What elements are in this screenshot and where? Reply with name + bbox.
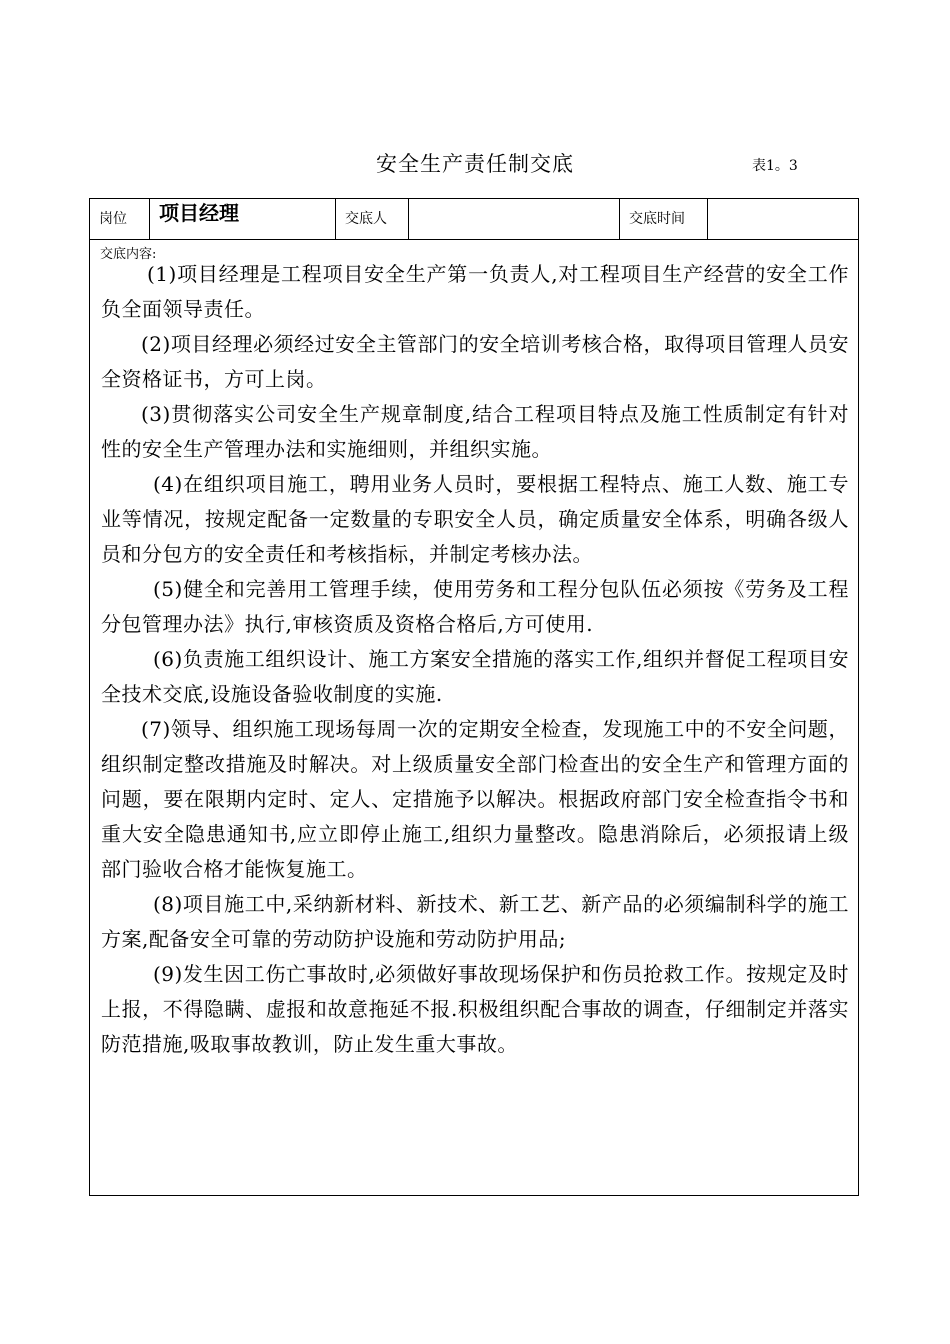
clause-1: (1)项目经理是工程项目安全生产第一负责人,对工程项目生产经营的安全工作负全面领导责任。 (101, 262, 849, 321)
clause-4: (4)在组织项目施工，聘用业务人员时，要根据工程特点、施工人数、施工专业等情况，按规定配备一定数量的专职安全人员，确定质量安全体系，明确各级人员和分包方的安全责任和考核指标，并制定考核办法。 (101, 472, 849, 566)
clause-6: (6)负责施工组织设计、施工方案安全措施的落实工作,组织并督促工程项目安全技术交底,设施设备验收制度的实施. (101, 647, 849, 706)
position-label: 岗位 (90, 199, 150, 239)
clause-5: (5)健全和完善用工管理手续，使用劳务和工程分包队伍必须按《劳务及工程分包管理办法》执行,审核资质及资格合格后,方可使用. (101, 577, 849, 636)
clause-3: (3)贯彻落实公司安全生产规章制度,结合工程项目特点及施工性质制定有针对性的安全生产管理办法和实施细则，并组织实施。 (101, 402, 849, 461)
document-title: 安全生产责任制交底 (376, 152, 574, 176)
disclosure-time-field[interactable] (708, 199, 858, 239)
disclosure-time-label: 交底时间 (620, 199, 708, 239)
clause-8: (8)项目施工中,采纳新材料、新技术、新工艺、新产品的必须编制科学的施工方案,配备安全可靠的劳动防护设施和劳动防护用品; (101, 892, 849, 951)
discloser-label: 交底人 (336, 199, 409, 239)
disclosure-form (89, 198, 859, 1196)
disclosure-content (101, 257, 849, 1062)
table-number: 表1。3 (752, 158, 798, 174)
clause-2: (2)项目经理必须经过安全主管部门的安全培训考核合格，取得项目管理人员安全资格证书，方可上岗。 (101, 332, 849, 391)
form-header-row (90, 199, 858, 240)
clause-7: (7)领导、组织施工现场每周一次的定期安全检查，发现施工中的不安全问题，组织制定整改措施及时解决。对上级质量安全部门检查出的安全生产和管理方面的问题，要在限期内定时、定人、定措施予以解决。根据政府部门安全检查指令书和重大安全隐患通知书,应立即停止施工,组织力量整改。隐患消除后，必须报请上级部门验收合格才能恢复施工。 (101, 717, 849, 881)
position-value[interactable]: 项目经理 (150, 199, 336, 239)
clause-9: (9)发生因工伤亡事故时,必须做好事故现场保护和伤员抢救工作。按规定及时上报，不得隐瞒、虚报和故意拖延不报.积极组织配合事故的调查，仔细制定并落实防范措施,吸取事故教训，防止发生重大事故。 (101, 962, 849, 1056)
discloser-field[interactable] (409, 199, 620, 239)
content-label: 交底内容: (100, 247, 157, 262)
